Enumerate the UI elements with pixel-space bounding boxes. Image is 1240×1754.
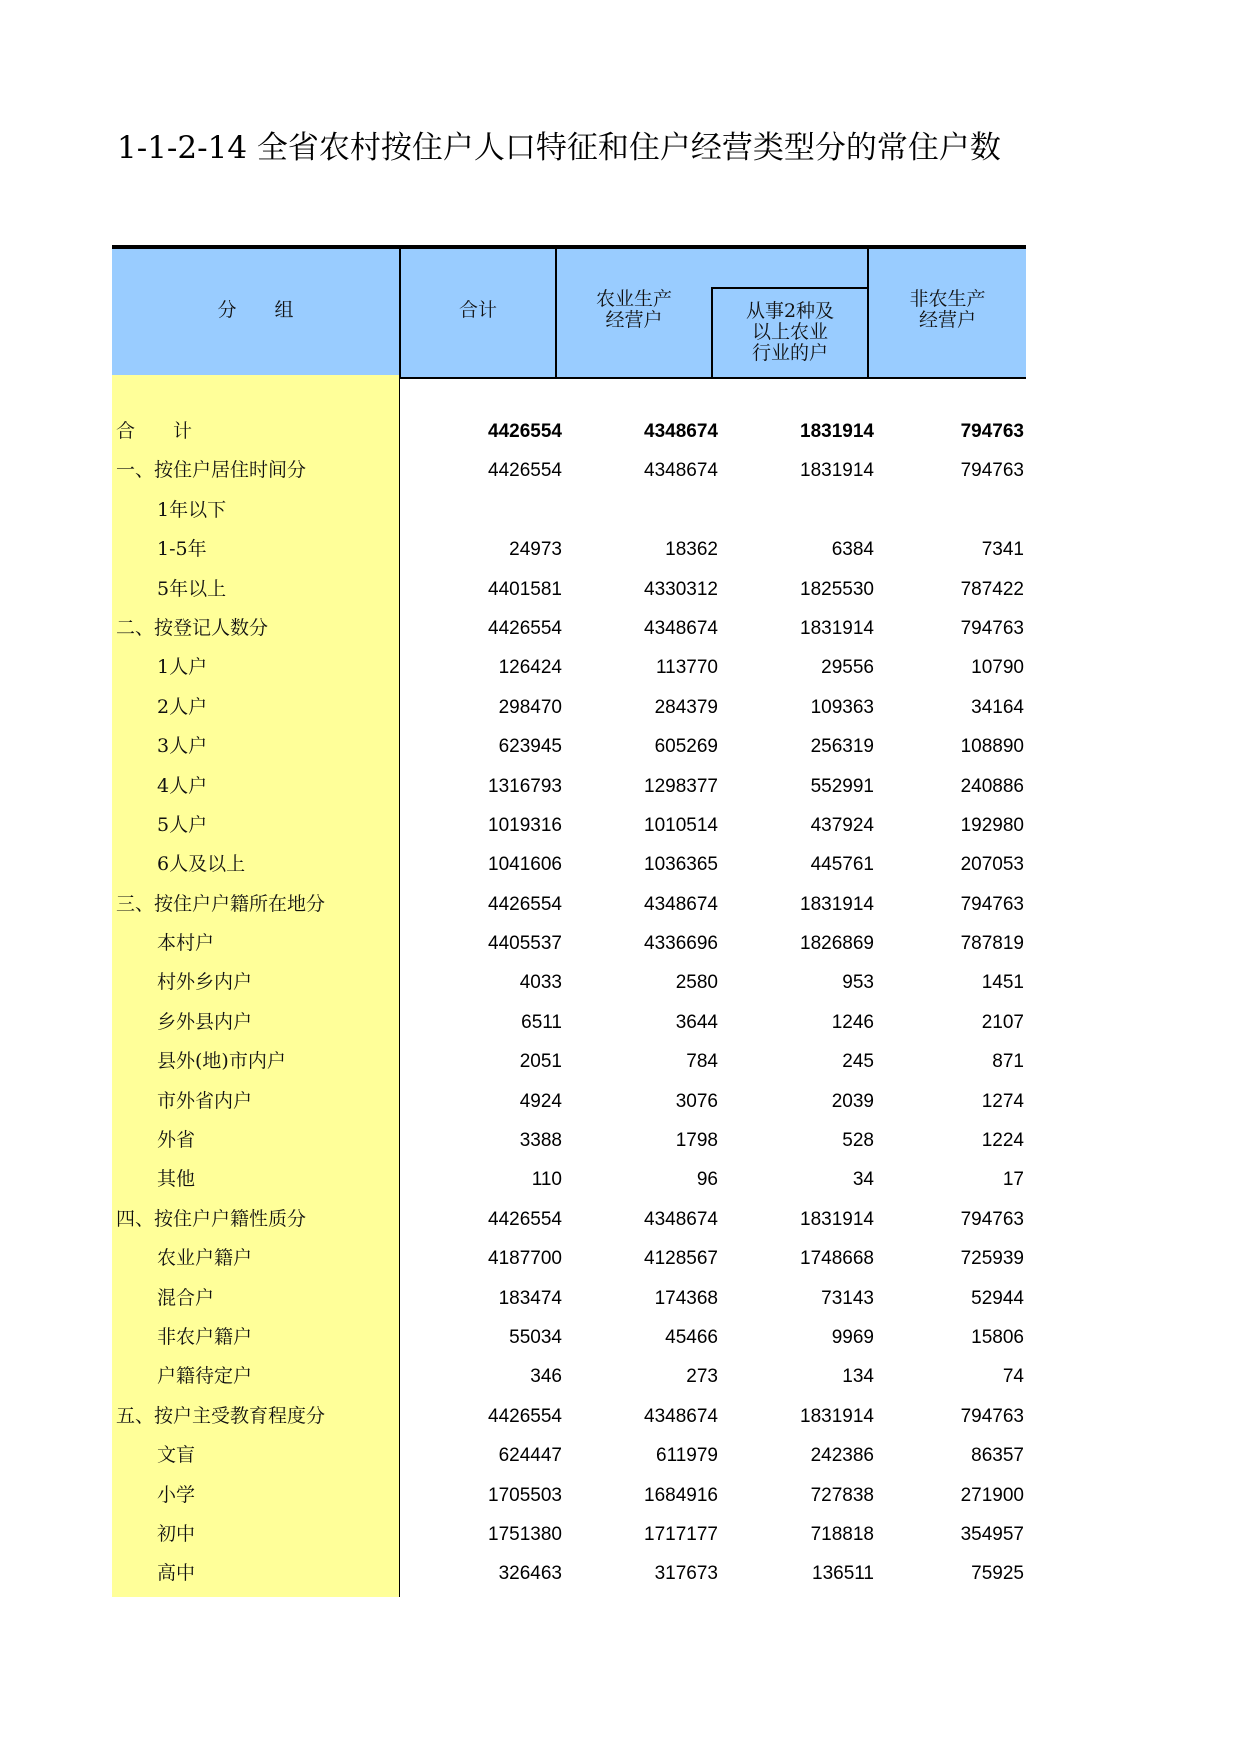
row-label: 县外(地)市内户	[157, 1050, 286, 1073]
cell-total: 4426554	[488, 893, 562, 915]
row-label: 户籍待定户	[157, 1365, 253, 1388]
row-label: 小学	[157, 1483, 196, 1506]
row-label: 合 计	[116, 420, 193, 442]
row-label: 文盲	[157, 1444, 196, 1467]
cell-total: 4426554	[488, 421, 562, 442]
cell-agri: 4330312	[644, 578, 718, 600]
cell-multi-agri: 1831914	[800, 460, 874, 482]
cell-agri: 1036365	[644, 854, 718, 876]
cell-nonagri: 17	[1002, 1169, 1024, 1191]
cell-agri: 1298377	[644, 775, 718, 797]
row-label: 3人户	[157, 735, 208, 758]
cell-total: 4924	[519, 1090, 562, 1112]
table-row	[112, 924, 1026, 963]
cell-agri: 4348674	[644, 460, 718, 482]
cell-multi-agri: 953	[842, 972, 874, 994]
table-row	[112, 1436, 1026, 1475]
header-agri	[557, 289, 711, 331]
cell-multi-agri: 245	[842, 1051, 874, 1073]
header-agri-line1: 农业生产	[595, 288, 672, 310]
cell-total: 4405537	[488, 933, 562, 955]
row-label: 混合户	[157, 1286, 215, 1309]
cell-multi-agri: 109363	[810, 696, 874, 718]
table-row	[112, 806, 1026, 845]
cell-agri: 45466	[665, 1326, 718, 1348]
table-row	[112, 845, 1026, 884]
cell-agri: 784	[686, 1051, 718, 1073]
cell-nonagri: 10790	[971, 657, 1024, 679]
row-label: 初中	[157, 1522, 196, 1545]
cell-multi-agri: 1831914	[800, 893, 874, 915]
cell-multi-agri: 134	[842, 1366, 874, 1388]
row-label: 一、按住户居住时间分	[116, 459, 307, 482]
cell-agri: 4128567	[644, 1248, 718, 1270]
row-label: 1年以下	[157, 498, 227, 521]
cell-multi-agri: 1831914	[800, 1208, 874, 1230]
cell-agri: 174368	[654, 1287, 718, 1309]
header-nonagri-line2: 经营户	[918, 309, 976, 331]
table-row	[112, 1515, 1026, 1554]
row-label: 市外省内户	[157, 1089, 253, 1112]
table-header	[112, 245, 1026, 379]
cell-multi-agri: 1831914	[800, 421, 874, 442]
table-row	[112, 688, 1026, 727]
cell-multi-agri: 1825530	[800, 578, 874, 600]
cell-nonagri: 787819	[960, 933, 1024, 955]
cell-nonagri: 108890	[960, 736, 1024, 758]
table-row	[112, 1554, 1026, 1593]
cell-nonagri: 15806	[971, 1326, 1024, 1348]
cell-nonagri: 207053	[960, 854, 1024, 876]
cell-multi-agri: 256319	[810, 736, 874, 758]
cell-nonagri: 1224	[981, 1130, 1024, 1152]
cell-agri	[562, 491, 718, 530]
cell-multi-agri	[718, 491, 874, 530]
table-row	[112, 1042, 1026, 1081]
table-row	[112, 1082, 1026, 1121]
table-row	[112, 412, 1026, 451]
table-row	[112, 963, 1026, 1002]
cell-multi-agri: 242386	[810, 1445, 874, 1467]
cell-nonagri: 271900	[960, 1484, 1024, 1506]
cell-total: 2051	[519, 1051, 562, 1073]
page-title: 1-1-2-14 全省农村按住户人口特征和住户经营类型分的常住户数	[117, 130, 1001, 166]
cell-multi-agri: 718818	[810, 1523, 874, 1545]
cell-multi-agri: 1826869	[800, 933, 874, 955]
cell-total: 1751380	[488, 1523, 562, 1545]
row-label: 5年以上	[157, 577, 227, 600]
table-row	[112, 1318, 1026, 1357]
cell-agri: 18362	[665, 539, 718, 561]
row-label: 1人户	[157, 656, 208, 679]
header-nonagri-line1: 非农生产	[909, 288, 986, 310]
cell-multi-agri: 29556	[821, 657, 874, 679]
cell-agri: 113770	[656, 657, 718, 679]
cell-multi-agri: 2039	[831, 1090, 874, 1112]
cell-nonagri: 2107	[981, 1011, 1024, 1033]
cell-nonagri: 794763	[960, 421, 1024, 442]
cell-agri: 96	[696, 1169, 718, 1191]
cell-total: 346	[530, 1366, 562, 1388]
header-multi-line1: 从事2种及	[745, 300, 835, 322]
cell-nonagri: 1451	[981, 972, 1024, 994]
cell-nonagri: 75925	[971, 1563, 1024, 1585]
cell-total: 183474	[498, 1287, 562, 1309]
cell-total: 298470	[498, 696, 562, 718]
table-row	[112, 885, 1026, 924]
cell-multi-agri: 445761	[810, 854, 874, 876]
row-label: 四、按住户户籍性质分	[116, 1207, 307, 1230]
cell-nonagri: 192980	[960, 814, 1024, 836]
cell-nonagri: 794763	[960, 460, 1024, 482]
cell-multi-agri: 34	[852, 1169, 874, 1191]
table-row	[112, 767, 1026, 806]
cell-multi-agri: 1748668	[800, 1248, 874, 1270]
table-row	[112, 530, 1026, 569]
row-label: 1-5年	[157, 538, 207, 561]
cell-nonagri: 871	[992, 1051, 1024, 1073]
cell-total: 110	[531, 1169, 562, 1191]
row-label: 其他	[157, 1168, 196, 1191]
cell-agri: 605269	[654, 736, 718, 758]
cell-multi-agri: 1831914	[800, 1405, 874, 1427]
cell-multi-agri: 73143	[821, 1287, 874, 1309]
row-label: 外省	[157, 1129, 196, 1152]
table-row	[112, 1239, 1026, 1278]
cell-total: 4187700	[488, 1248, 562, 1270]
cell-total: 1041606	[488, 854, 562, 876]
cell-nonagri: 1274	[981, 1090, 1024, 1112]
cell-total: 1019316	[488, 814, 562, 836]
table-row	[112, 451, 1026, 490]
row-label: 乡外县内户	[157, 1010, 253, 1033]
table-row	[112, 727, 1026, 766]
cell-total: 24973	[509, 539, 562, 561]
header-multi-line3: 行业的户	[751, 342, 828, 364]
table-row	[112, 1160, 1026, 1199]
row-label: 2人户	[157, 695, 208, 718]
table-row	[112, 1003, 1026, 1042]
cell-total: 4426554	[488, 617, 562, 639]
cell-agri: 1717177	[644, 1523, 718, 1545]
cell-nonagri: 7341	[981, 539, 1024, 561]
cell-nonagri: 86357	[971, 1445, 1024, 1467]
cell-multi-agri: 136511	[812, 1563, 874, 1585]
cell-nonagri: 787422	[960, 578, 1024, 600]
cell-nonagri: 794763	[960, 1208, 1024, 1230]
table-body	[112, 412, 1026, 1594]
cell-agri: 4348674	[644, 617, 718, 639]
header-agri-line2: 经营户	[605, 309, 663, 331]
cell-multi-agri: 1831914	[800, 617, 874, 639]
cell-agri: 4348674	[644, 1405, 718, 1427]
row-label: 非农户籍户	[157, 1325, 253, 1348]
cell-total: 624447	[498, 1445, 562, 1467]
cell-agri: 317673	[654, 1563, 718, 1585]
cell-total: 6511	[521, 1011, 562, 1033]
cell-nonagri: 74	[1002, 1366, 1024, 1388]
header-group: 分 组	[217, 299, 294, 321]
cell-agri: 1798	[675, 1130, 718, 1152]
table-row	[112, 1200, 1026, 1239]
cell-agri: 3644	[675, 1011, 718, 1033]
cell-agri: 4336696	[644, 933, 718, 955]
table-row	[112, 491, 1026, 530]
table-row	[112, 1121, 1026, 1160]
cell-total: 55034	[509, 1326, 562, 1348]
table-row	[112, 648, 1026, 687]
cell-nonagri: 52944	[971, 1287, 1024, 1309]
cell-agri: 3076	[675, 1090, 718, 1112]
cell-multi-agri: 1246	[831, 1011, 874, 1033]
cell-nonagri	[874, 491, 1024, 530]
cell-total: 126424	[498, 657, 562, 679]
table-row	[112, 1397, 1026, 1436]
cell-agri: 1010514	[644, 814, 718, 836]
row-label: 农业户籍户	[157, 1247, 253, 1270]
cell-agri: 273	[686, 1366, 718, 1388]
row-label: 五、按户主受教育程度分	[116, 1404, 326, 1427]
header-total: 合计	[458, 299, 497, 321]
cell-multi-agri: 552991	[810, 775, 874, 797]
cell-agri: 284379	[654, 696, 718, 718]
cell-nonagri: 34164	[971, 696, 1024, 718]
cell-nonagri: 794763	[960, 617, 1024, 639]
cell-total: 4033	[519, 972, 562, 994]
cell-total: 326463	[498, 1563, 562, 1585]
row-label: 4人户	[157, 774, 208, 797]
cell-nonagri: 240886	[960, 775, 1024, 797]
cell-nonagri: 725939	[960, 1248, 1024, 1270]
table-row	[112, 1357, 1026, 1396]
cell-total: 4426554	[488, 460, 562, 482]
row-label: 村外乡内户	[157, 971, 253, 994]
cell-total: 1705503	[488, 1484, 562, 1506]
row-label: 6人及以上	[157, 853, 246, 876]
cell-nonagri: 354957	[960, 1523, 1024, 1545]
row-label: 本村户	[157, 932, 215, 955]
cell-total: 623945	[498, 736, 562, 758]
header-multi-line2: 以上农业	[751, 321, 828, 343]
table-row	[112, 570, 1026, 609]
row-label: 二、按登记人数分	[116, 616, 269, 639]
table-row	[112, 1476, 1026, 1515]
row-label: 三、按住户户籍所在地分	[116, 892, 326, 915]
header-multi-agri	[713, 301, 867, 364]
table-row	[112, 1279, 1026, 1318]
row-label: 5人户	[157, 813, 208, 836]
cell-total: 4426554	[488, 1208, 562, 1230]
cell-total: 1316793	[488, 775, 562, 797]
cell-total: 3388	[519, 1130, 562, 1152]
cell-agri: 4348674	[644, 1208, 718, 1230]
cell-total: 4426554	[488, 1405, 562, 1427]
cell-agri: 2580	[675, 972, 718, 994]
cell-agri: 1684916	[644, 1484, 718, 1506]
header-nonagri	[869, 289, 1026, 331]
cell-nonagri: 794763	[960, 893, 1024, 915]
cell-multi-agri: 437924	[810, 814, 874, 836]
row-label: 高中	[157, 1562, 196, 1585]
cell-multi-agri: 6384	[831, 539, 874, 561]
cell-total	[402, 491, 562, 530]
cell-multi-agri: 727838	[810, 1484, 874, 1506]
cell-agri: 4348674	[644, 893, 718, 915]
cell-multi-agri: 9969	[831, 1326, 874, 1348]
cell-nonagri: 794763	[960, 1405, 1024, 1427]
cell-total: 4401581	[488, 578, 562, 600]
table-row	[112, 609, 1026, 648]
cell-agri: 611979	[656, 1445, 718, 1467]
cell-multi-agri: 528	[842, 1130, 874, 1152]
cell-agri: 4348674	[644, 421, 718, 442]
